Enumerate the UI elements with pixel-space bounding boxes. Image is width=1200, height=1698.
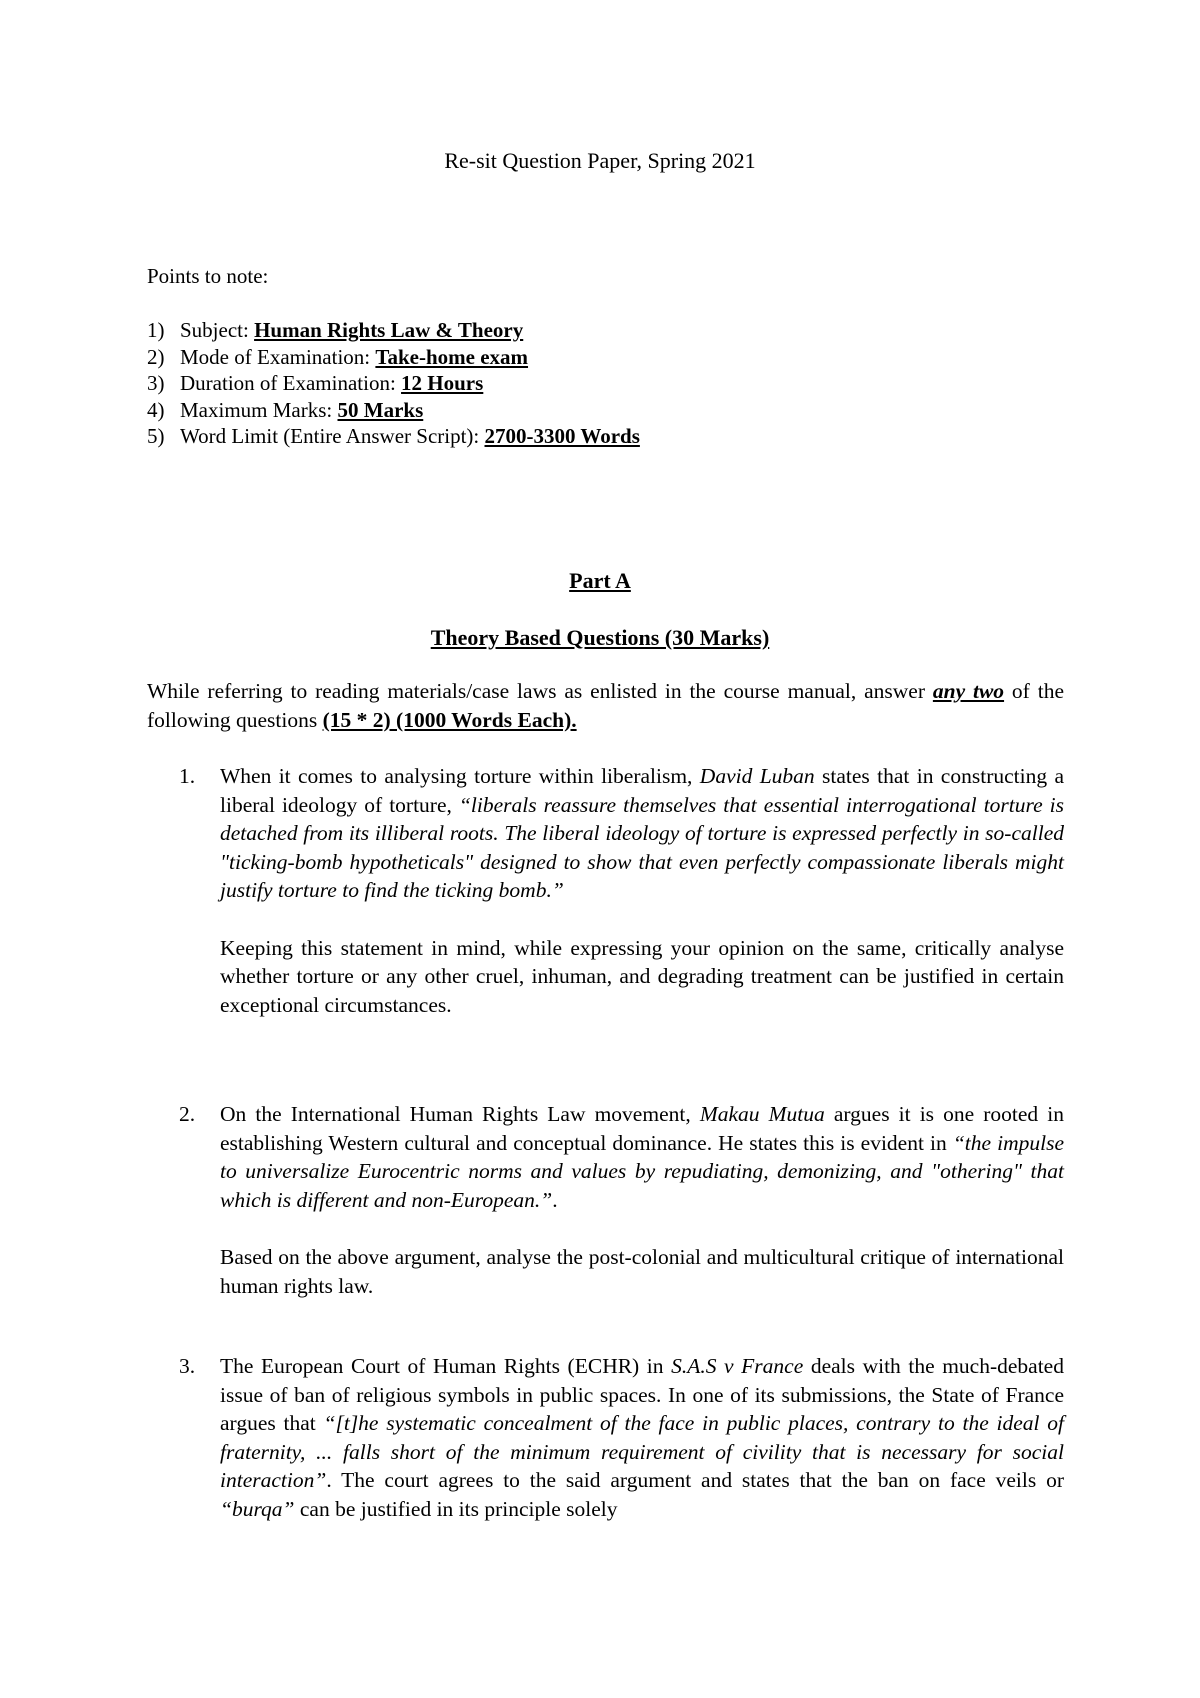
quotation: “burqa” [220, 1496, 295, 1521]
question-number: 2. [179, 1102, 196, 1126]
author-name: Makau Mutua [699, 1102, 825, 1126]
quotation: “the impulse to universalize Eurocentric norms and values by repudiating, demonizing, and "othering" that which is different and non-European.” [220, 1130, 1064, 1212]
question-3: 3. The European Court of Human Rights (ECHR) in S.A.S v France deals with the much-debated issue of ban of religious symbols in public spaces. In one of its submissions, the State of France argues that “[t]he systematic concealment of the face in public places, contrary to the ideal of fraternity, ... falls short of the minimum requirement of civility that is necessary for social interaction”. The court agrees to the said argument and states that the ban on face veils or “burqa” can be justified in its principle solely [179, 1354, 1065, 1521]
quotation: “liberals reassure themselves that essential interrogational torture is detached from its illiberal roots. The liberal ideology of torture is expressed perfectly in so-called "ticking-bomb hypotheticals" designed to show that even perfectly compassionate liberals might justify torture to find the ticking bomb.” [220, 792, 1064, 902]
point-item: 4) Maximum Marks: 50 Marks [147, 397, 424, 422]
part-a-title: Part A [569, 568, 631, 593]
part-a-subtitle: Theory Based Questions (30 Marks) [430, 625, 770, 650]
point-value: 50 Marks [337, 397, 424, 422]
document-title: Re-sit Question Paper, Spring 2021 [444, 148, 756, 173]
points-to-note-label: Points to note: [147, 264, 269, 288]
emphasis-any-two: any two [932, 679, 1005, 703]
point-value: Take-home exam [375, 344, 529, 369]
quotation: “[t]he systematic concealment of the face in public places, contrary to the ideal of fraternity, ... falls short of the minimum requirement of civility that is necessary for social interaction” [220, 1411, 1065, 1492]
point-value: 12 Hours [401, 371, 484, 395]
point-value: Human Rights Law & Theory [254, 318, 524, 342]
question-number: 1. [179, 764, 196, 788]
point-item: 1) Subject: Human Rights Law & Theory [147, 318, 524, 342]
author-name: David Luban [699, 764, 815, 788]
question-2: 2. On the International Human Rights Law movement, Makau Mutua argues it is one rooted in establishing Western cultural and conceptual dominance. He states this is evident in “the impulse to universalize Eurocentric norms and values by repudiating, demonizing, and "othering" that which is different and non-European.”. Based on the above argument, analyse the post-colonial and multicultural critique of international human rights law. [179, 1102, 1065, 1298]
point-item: 3) Duration of Examination: 12 Hours [147, 371, 484, 395]
point-item: 5) Word Limit (Entire Answer Script): 2700-3300 Words [147, 424, 640, 448]
points-list [147, 317, 640, 450]
part-a-instructions: While referring to reading materials/case laws as enlisted in the course manual, answer any two of the following questions (15 * 2) (1000 Words Each). [147, 679, 1064, 732]
question-number: 3. [179, 1354, 196, 1378]
case-name: S.A.S v France [671, 1354, 804, 1378]
point-value: 2700-3300 Words [484, 424, 640, 448]
question-1: 1. When it comes to analysing torture within liberalism, David Luban states that in constructing a liberal ideology of torture, “liberals reassure themselves that essential interrogational torture is detached from its illiberal roots. The liberal ideology of torture is expressed perfectly in so-called "ticking-bomb hypotheticals" designed to show that even perfectly compassionate liberals might justify torture to find the ticking bomb.” Keeping this statement in mind, while expressing your opinion on the same, critically analyse whether torture or any other cruel, inhuman, and degrading treatment can be justified in certain exceptional circumstances. [179, 764, 1064, 1017]
marks-word-spec: (15 * 2) (1000 Words Each). [322, 707, 577, 732]
point-item: 2) Mode of Examination: Take-home exam [147, 344, 529, 369]
